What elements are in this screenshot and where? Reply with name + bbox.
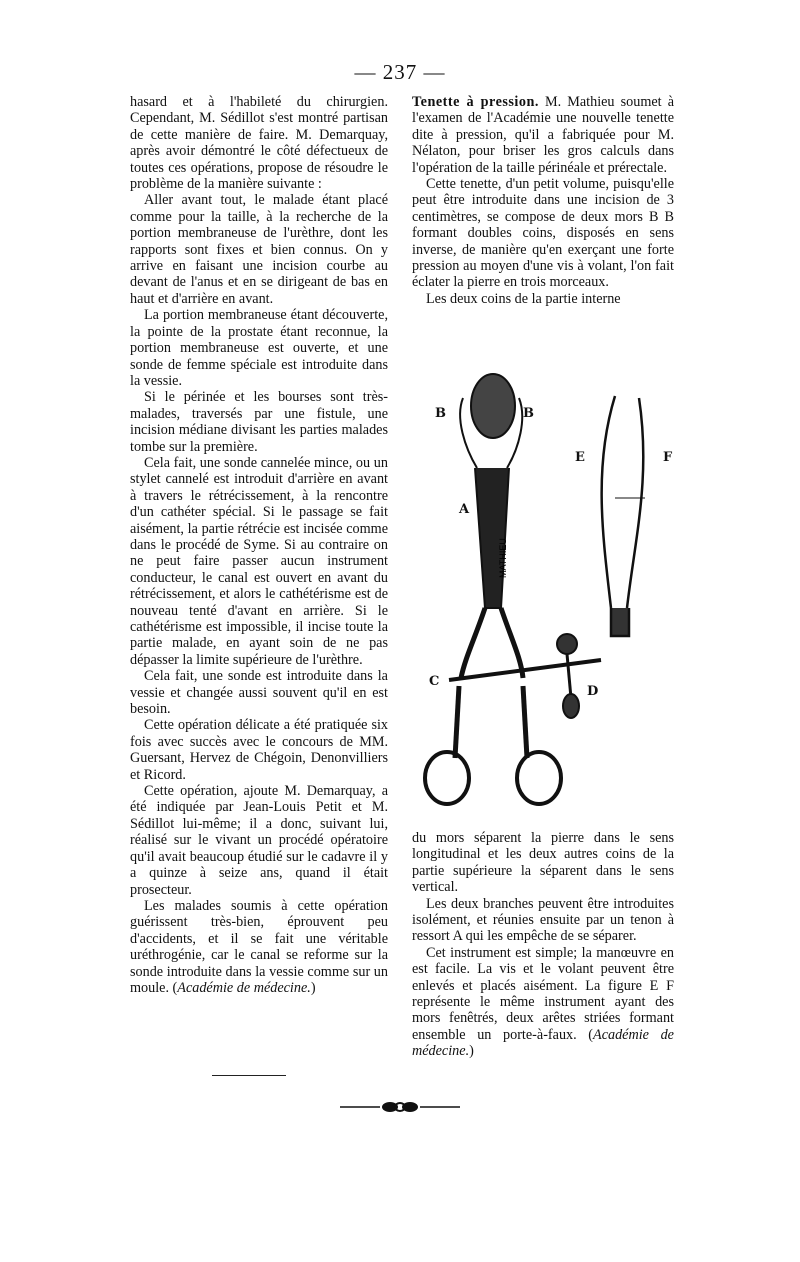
paragraph: Cela fait, une sonde cannelée mince, ou un stylet cannelé est introduit d'arrière en avant à travers le rétrécissement, à la rencontre d'un cathéter spécial. Si le passage se fait aisément, la partie rétrécie est incisée comme dans le procédé de Syme. Si au contraire on ne peut faire passer aucun instrument conducteur, le canal est ouvert en avant du rétrécissement, et alors le cathétérisme est de nouveau tenté d'avant en arrière. Si le cathétérisme est impossible, il incise toute la partie malade, en ayant soin de ne pas dépasser la limite supérieure de l'urèthre. [130,454,388,668]
paragraph: Aller avant tout, le malade étant placé comme pour la taille, à la recherche de la portion membraneuse de l'urèthre, dont les rapports sont fixes et bien connus. On y arrive en faisant une incision courbe au devant de l'anus et en se dirigeant de bas en haut et d'arrière en avant. [130,192,388,307]
page-number: — 237 — [354,60,446,84]
paragraph [130,898,388,996]
paragraph: Cette tenette, d'un petit volume, puisqu'elle peut être introduite dans une incision de 3 centimètres, se compose de deux mors B B formant doubles coins, disposés en sens inverse, de manière qu'en exerçant une forte pression au moyen d'une vis à volant, l'on fait éclater la pierre en trois morceaux. [412,176,674,291]
paragraph-text: Cet instrument est simple; la manœuvre en est facile. La vis et le volant peuvent être enlevés et placés aisément. La figure E F représente le même instrument ayant des mors fenêtrés, deux arêtes striées formant ensemble un porte-à-faux. ( [412,944,674,1043]
left-column [130,94,388,996]
paragraph: Si le périnée et les bourses sont très-malades, traversés par une fistule, une incision médiane divisant les parties malades tombe sur la première. [130,389,388,455]
paragraph-text: M. Mathieu soumet à l'examen de l'Académie une nouvelle tenette dite à pression, qu'il a fabriquée pour M. Nélaton, pour briser les gros calculs dans l'opération de la taille périnéale et prérectale. [412,94,674,176]
paragraph: du mors séparent la pierre dans le sens longitudinal et les deux autres coins de la partie supérieure la séparent dans le sens vertical. [412,830,674,896]
paragraph: Cette opération délicate a été pratiquée six fois avec succès avec le concours de MM. Guersant, Hervez de Chégoin, Denonvilliers et Ricord. [130,717,388,783]
paragraph-end: ) [310,979,316,996]
paragraph: Cette opération, ajoute M. Demarquay, a été indiquée par Jean-Louis Petit et M. Sédillot lui-même; il a donc, suivant lui, réalisé sur le vivant un procédé opératoire qu'il avait beaucoup étudié sur le cadavre il y a quinze à seize ans, quand il était prosecteur. [130,783,388,898]
paragraph-end: ) [469,1043,474,1060]
label-b-right: B [523,406,534,421]
right-column [412,94,674,307]
paragraph: hasard et à l'habileté du chirurgien. Cependant, M. Sédillot s'est montré partisan de cette manière de faire. M. Demarquay, après avoir démontré le côté défectueux de toutes ces opérations, propose de résoudre le problème de la manière suivante : [130,94,388,193]
paragraph-text: Les malades soumis à cette opération guérissent très-bien, éprouvent peu d'accidents, et il se fait une véritable uréthrogénie, car le canal se reforme sur la sonde introduite dans la vessie comme sur un moule. ( [130,897,388,996]
section-rule [212,1075,286,1076]
label-f: F [663,450,673,465]
label-c: C [429,674,440,689]
label-d: D [587,684,599,699]
source-citation: Académie de médecine. [177,979,311,996]
right-column-continued [412,830,674,1060]
maker-engraving: MATHIEU [498,538,508,578]
paragraph: Les deux branches peuvent être introduites isolément, et réunies ensuite par un tenon à ressort A qui les empêche de se séparer. [412,895,674,945]
source-citation: Académie de médecine. [412,1026,674,1060]
section-heading: Tenette à pression. [412,94,539,110]
label-b-left: B [435,406,446,421]
paragraph [412,94,674,176]
instrument-illustration [415,368,695,823]
paragraph [412,945,674,1060]
ornament-divider [340,1100,460,1114]
paragraph: Cela fait, une sonde est introduite dans la vessie et changée aussi souvent qu'il en est besoin. [130,668,388,718]
paragraph: La portion membraneuse étant découverte, la pointe de la prostate étant reconnue, la portion membraneuse est ouverte, et une sonde de femme spéciale est introduite dans la vessie. [130,307,388,389]
paragraph: Les deux coins de la partie interne [426,290,621,307]
forceps-drawing [415,368,695,823]
label-a: A [459,502,470,517]
label-e: E [575,450,585,465]
